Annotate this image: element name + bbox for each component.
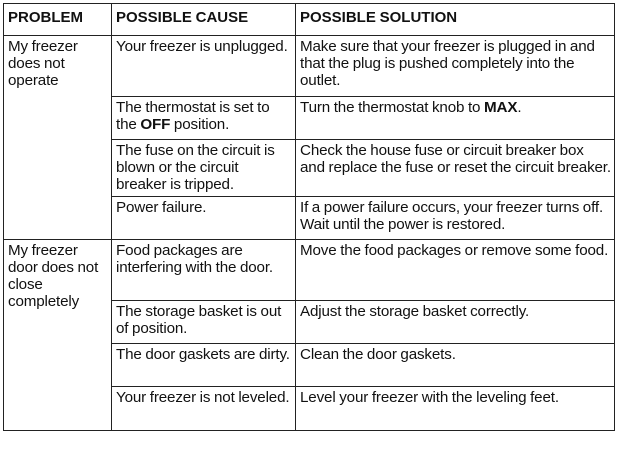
problem-cell: My freezer door does not close completely <box>4 240 112 431</box>
cause-cell: The door gaskets are dirty. <box>112 344 296 387</box>
solution-cell: Make sure that your freezer is plugged in and that the plug is pushed completely into the outlet. <box>296 36 615 97</box>
cause-column-header: POSSIBLE CAUSE <box>112 4 296 36</box>
cause-cell: Your freezer is not leveled. <box>112 387 296 431</box>
cause-cell: Power failure. <box>112 197 296 240</box>
cause-cell <box>112 97 296 140</box>
solution-cell: Move the food packages or remove some food. <box>296 240 615 301</box>
solution-text: . <box>517 99 522 116</box>
solution-cell: Check the house fuse or circuit breaker box and replace the fuse or reset the circuit breaker. <box>296 140 615 197</box>
cause-cell: Your freezer is unplugged. <box>112 36 296 97</box>
cause-cell: Food packages are interfering with the door. <box>112 240 296 301</box>
solution-cell: Level your freezer with the leveling feet. <box>296 387 615 431</box>
problem-cell: My freezer does not operate <box>4 36 112 240</box>
solution-text: Turn the thermostat knob to <box>300 99 485 116</box>
troubleshooting-table <box>3 3 615 431</box>
solution-cell: If a power failure occurs, your freezer turns off. Wait until the power is restored. <box>296 197 615 240</box>
table-row <box>4 36 615 97</box>
header-row <box>4 4 615 36</box>
solution-column-header: POSSIBLE SOLUTION <box>296 4 615 36</box>
cause-cell: The storage basket is out of position. <box>112 301 296 344</box>
max-setting-label: MAX <box>484 99 518 116</box>
off-setting-label: OFF <box>140 116 171 133</box>
problem-column-header: PROBLEM <box>4 4 112 36</box>
solution-cell <box>296 97 615 140</box>
solution-cell: Adjust the storage basket correctly. <box>296 301 615 344</box>
solution-cell: Clean the door gaskets. <box>296 344 615 387</box>
cause-text: The thermostat is set to the <box>116 99 270 133</box>
cause-text: position. <box>170 116 230 133</box>
cause-cell: The fuse on the circuit is blown or the circuit breaker is tripped. <box>112 140 296 197</box>
table-row <box>4 240 615 301</box>
